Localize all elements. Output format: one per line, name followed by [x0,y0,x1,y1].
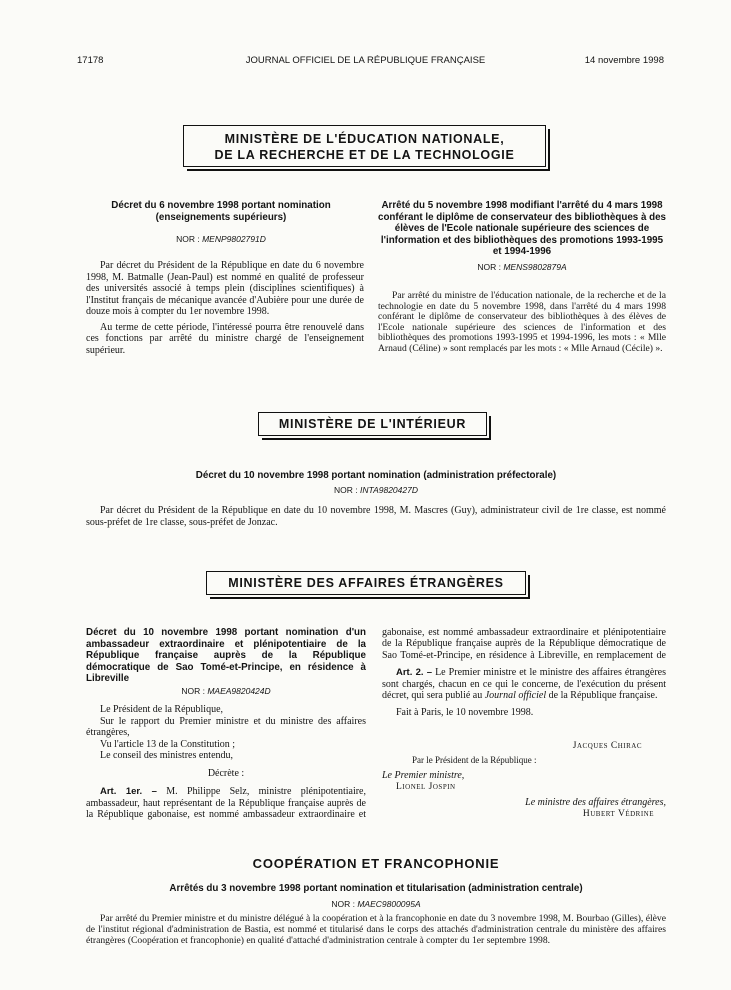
nor-code: MENS9802879A [503,262,567,272]
art1-label: Art. 1er. – [100,786,157,797]
decret-prefectorale-body [86,505,666,528]
art2-label: Art. 2. – [396,667,432,678]
decret-prefectorale-title: Décret du 10 novembre 1998 portant nomination (administration préfectorale) [195,470,557,481]
art1-text: gabonaise, est nommé ambassadeur extraordinaire et plénipotentiaire de la République française auprès de la République démocratique de Sao Tomé-et-Principe, en résidence à Libreville, en remplacement de [382,627,666,661]
decret-ambassadeur-preamble [86,704,366,779]
ministry-education-line2: DE LA RECHERCHE ET DE LA TECHNOLOGIE [214,148,515,162]
nor-code: INTA9820427D [360,485,418,495]
nor-label: NOR : [331,899,355,909]
ministry-education-box [183,125,546,167]
fait-line: Fait à Paris, le 10 novembre 1998. [396,706,534,718]
ministre-affaires-name: Hubert Védrine [582,809,654,819]
preamble-line: Vu l'article 13 de la Constitution ; [100,738,236,750]
art1-part1 [86,786,366,821]
art2-paragraph [382,667,666,702]
ministry-interieur-box [258,412,487,436]
ministre-affaires-title [382,797,666,809]
nor-label: NOR : [181,686,205,696]
art1-text: M. Philippe Selz, ministre plénipotentiaire, ambassadeur, haut représentant de la République française auprès de la République gabonaise, est nommé ambassadeur extraordinaire et [86,786,366,820]
nor-label: NOR : [176,234,200,244]
nor-label: NOR : [334,485,358,495]
ministry-education-line1: MINISTÈRE DE L'ÉDUCATION NATIONALE, [224,132,505,146]
preamble-line: Sur le rapport du Premier ministre et du ministre des affaires étrangères, [86,715,366,738]
arrete-5nov-title: Arrêté du 5 novembre 1998 modifiant l'arrêté du 4 mars 1998 conférant le diplôme de conservateur des bibliothèques à des élèves de l'Ecole nationale supérieure des sciences de l'information et des bibliothèques des promotions 1993-1995 et 1994-1996 [378,200,666,257]
nor-code: MAEC9800095A [357,899,421,909]
journal-title: JOURNAL OFFICIEL DE LA RÉPUBLIQUE FRANÇAISE [245,55,486,66]
ministry-affaires-label: MINISTÈRE DES AFFAIRES ÉTRANGÈRES [228,576,504,590]
paragraph: Par décret du Président de la République en date du 10 novembre 1998, M. Mascres (Guy), administrateur civil de 1re classe, est nommé sous-préfet de 1re classe, sous-préfet de Jonzac. [86,505,666,528]
paragraph: Par arrêté du ministre de l'éducation nationale, de la recherche et de la technologie en date du 5 novembre 1998, dans l'arrêté du 4 mars 1998 conférant le diplôme de conservateur des bibliothèques à des élèves de l'Ecole nationale supérieure des sciences de l'information et des bibliothèques des promotions 1993-1995 et 1994-1996, les mots : « Mlle Arnaud (Céline) » sont remplacés par les mots : « Mlle Arnaud (Cécile) ». [378,290,666,354]
decret-ambassadeur-nor [86,686,366,696]
paragraph: Au terme de cette période, l'intéressé pourra être renouvelé dans ces fonctions par arrêté du ministre chargé de l'enseignement supérieur. [86,321,364,356]
art2-text: Le Premier ministre et le ministre des affaires étrangères sont chargés, chacun en ce qui le concerne, de l'exécution du présent décret, qui sera publié au [382,667,666,701]
decret-6nov-body [86,260,364,356]
cooperation-heading: COOPÉRATION ET FRANCOPHONIE [252,856,500,871]
premier-ministre-title [382,770,622,782]
ministre-affaires-role: Le ministre des affaires étrangères, [525,797,666,808]
art1-paragraph-flow [382,627,666,662]
ministry-affaires-box [206,571,526,595]
decret-prefectorale-nor [86,485,666,495]
cooperation-title: Arrêtés du 3 novembre 1998 portant nomination et titularisation (administration centrale) [169,883,583,894]
nor-label: NOR : [477,262,501,272]
premier-ministre-role: Le Premier ministre, [382,770,465,781]
art1-continuation [382,627,666,718]
cooperation-nor [86,899,666,909]
art1-continuation-text [382,627,666,662]
preamble-line: Le conseil des ministres entendu, [100,750,234,761]
art1-paragraph [86,786,366,821]
page-number: 17178 [77,55,104,66]
decret-6nov-nor [86,234,356,244]
issue-date: 14 novembre 1998 [584,55,664,66]
arrete-5nov-nor [378,262,666,272]
nor-code: MAEA9820424D [207,686,271,696]
decret-ambassadeur-title: Décret du 10 novembre 1998 portant nomination d'un ambassadeur extraordinaire et plénipotentiaire de la République française auprès de la République démocratique de Sao Tomé-et-Principe, en résidence à Libreville [86,627,366,684]
paragraph: Par décret du Président de la République en date du 6 novembre 1998, M. Batmalle (Jean-Paul) est nommé en qualité de professeur des universités associé à temps plein (disciplines scientifiques) à l'Institut français de mécanique avancée d'Aubière pour une durée de douze mois à compter du 1er novembre 1998. [86,260,364,317]
preamble-line: Le Président de la République, [100,704,224,715]
premier-ministre-name: Lionel Jospin [396,782,456,792]
art2-text-end: de la République française. [548,690,658,701]
signatory-president: Jacques Chirac [572,741,642,751]
nor-code: MENP9802791D [202,234,266,244]
cooperation-body [86,914,666,946]
arrete-5nov-body [378,291,666,355]
paragraph: Par arrêté du Premier ministre et du ministre délégué à la coopération et à la francophonie en date du 3 novembre 1998, M. Bourbao (Gilles), élève de l'institut régional d'administration de Bastia, est nommé et titularisé dans le corps des attachés d'administration centrale du ministère des affaires étrangères (Coopération et francophonie) en qualité d'attaché d'administration centrale à compter du 1er septembre 1998. [86,913,666,946]
ministry-interieur-label: MINISTÈRE DE L'INTÉRIEUR [278,417,467,431]
par-le-president: Par le Président de la République : [412,755,537,765]
journal-officiel: Journal officiel [484,690,547,701]
decrete-label: Décrète : [207,767,245,779]
decret-6nov-title: Décret du 6 novembre 1998 portant nomination (enseignements supérieurs) [111,200,331,223]
